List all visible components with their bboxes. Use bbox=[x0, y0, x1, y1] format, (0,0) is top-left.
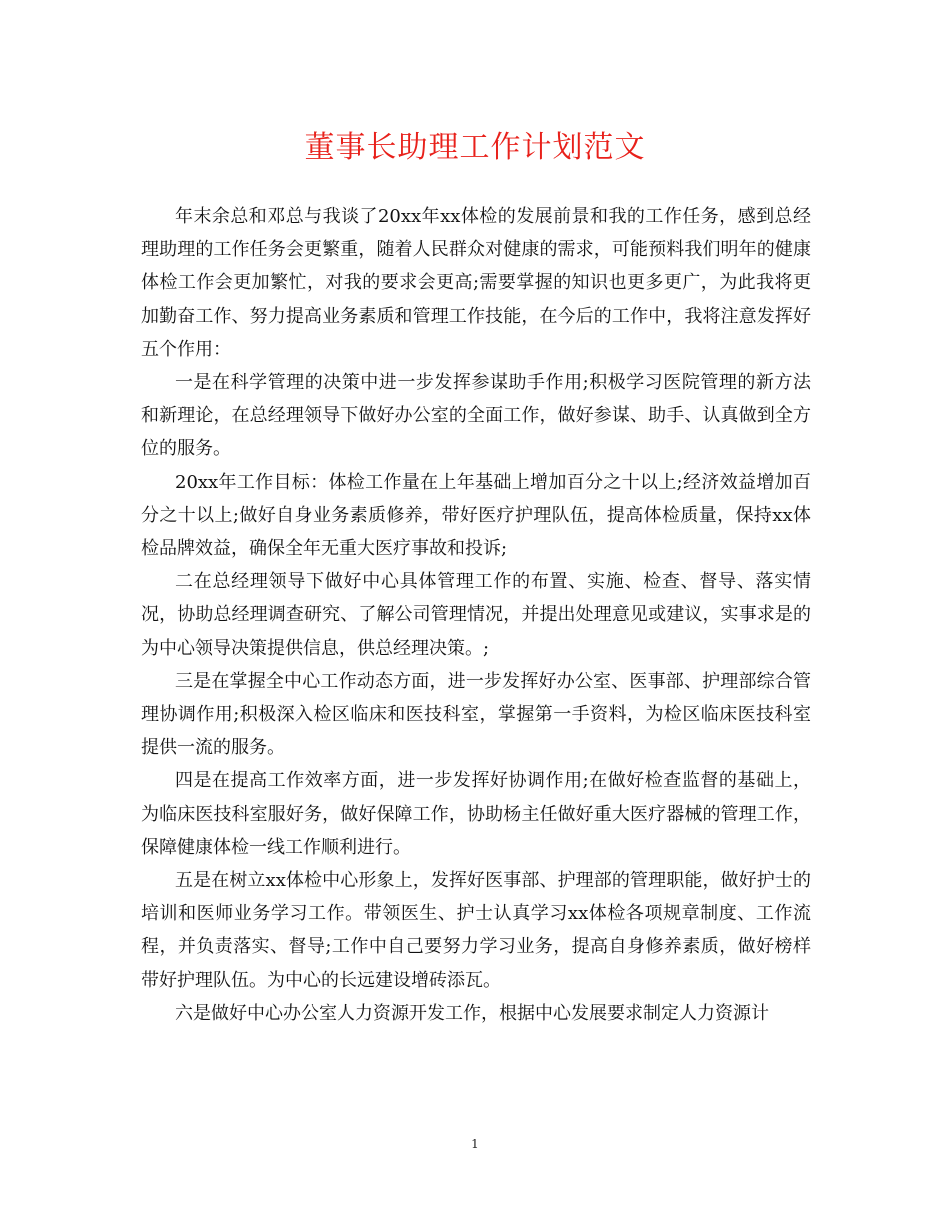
paragraph-item-4: 四是在提高工作效率方面，进一步发挥好协调作用;在做好检查监督的基础上，为临床医技科室服好务，做好保障工作，协助杨主任做好重大医疗器械的管理工作，保障健康体检一线工作顺利进行。 bbox=[141, 770, 811, 858]
page-number: 1 bbox=[471, 1137, 479, 1151]
document-body bbox=[141, 200, 811, 1030]
paragraph-item-2: 二在总经理领导下做好中心具体管理工作的布置、实施、检查、督导、落实情况，协助总经理调查研究、了解公司管理情况，并提出处理意见或建议，实事求是的为中心领导决策提供信息，供总经理决策。; bbox=[141, 571, 811, 659]
paragraph-item-1: 一是在科学管理的决策中进一步发挥参谋助手作用;积极学习医院管理的新方法和新理论，在总经理领导下做好办公室的全面工作，做好参谋、助手、认真做到全方位的服务。 bbox=[141, 372, 811, 460]
paragraph-item-6: 六是做好中心办公室人力资源开发工作，根据中心发展要求制定人力资源计 bbox=[175, 1002, 769, 1024]
paragraph-item-3: 三是在掌握全中心工作动态方面，进一步发挥好办公室、医事部、护理部综合管理协调作用;积极深入检区临床和医技科室，掌握第一手资料，为检区临床医技科室提供一流的服务。 bbox=[141, 670, 811, 759]
document-title: 董事长助理工作计划范文 bbox=[304, 130, 646, 165]
paragraph-intro: 年末余总和邓总与我谈了20xx年xx体检的发展前景和我的工作任务，感到总经理助理的工作任务会更繁重，随着人民群众对健康的需求，可能预料我们明年的健康体检工作会更加繁忙，对我的要求会更高;需要掌握的知识也更多更广，为此我将更加勤奋工作、努力提高业务素质和管理工作技能，在今后的工作中，我将注意发挥好五个作用： bbox=[141, 206, 811, 360]
paragraph-item-5: 五是在树立xx体检中心形象上，发挥好医事部、护理部的管理职能，做好护士的培训和医师业务学习工作。带领医生、护士认真学习xx体检各项规章制度、工作流程，并负责落实、督导;工作中自己要努力学习业务，提高自身修养素质，做好榜样带好护理队伍。为中心的长远建设增砖添瓦。 bbox=[141, 870, 811, 991]
paragraph-annual-goal: 20xx年工作目标：体检工作量在上年基础上增加百分之十以上;经济效益增加百分之十以上;做好自身业务素质修养，带好医疗护理队伍，提高体检质量，保持xx体检品牌效益，确保全年无重大医疗事故和投诉; bbox=[141, 471, 811, 560]
